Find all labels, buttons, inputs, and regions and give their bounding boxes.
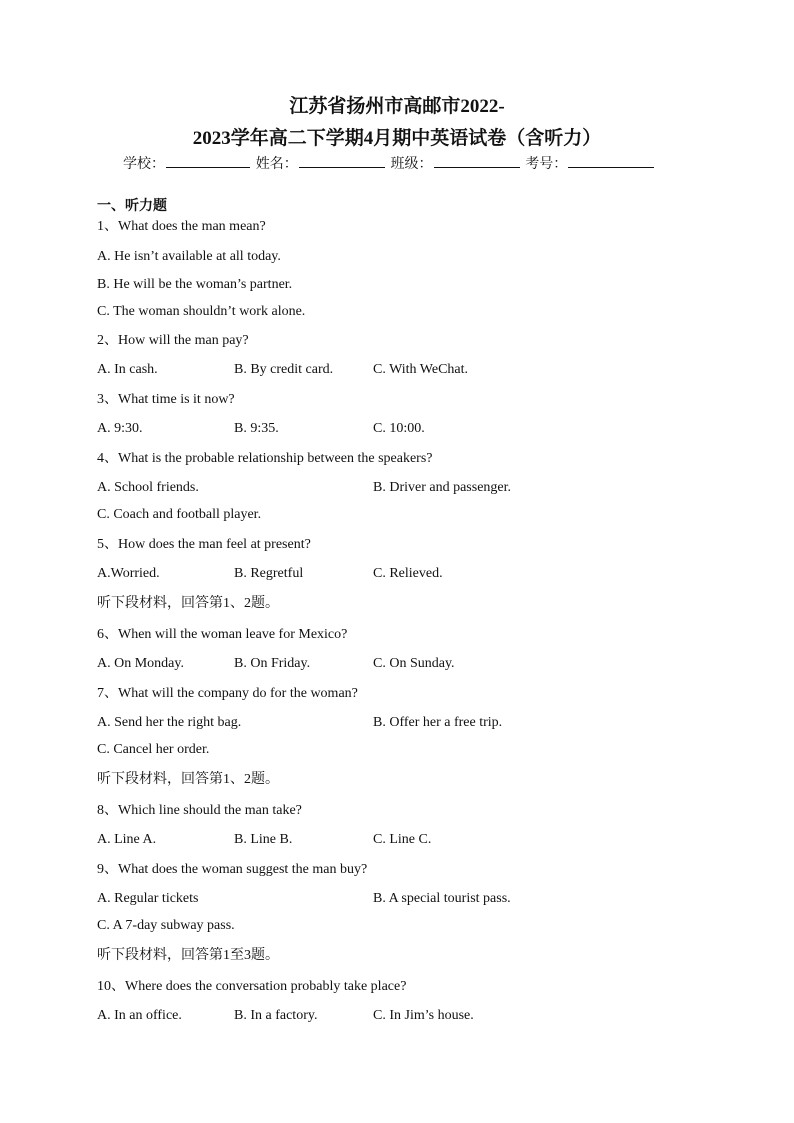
- q2-option-c: C. With WeChat.: [373, 362, 469, 377]
- question-2: 2、How will the man pay?: [97, 333, 249, 348]
- school-blank[interactable]: [166, 153, 250, 168]
- q4-option-a: A. School friends.: [97, 480, 199, 495]
- instruction-3: 听下段材料，回答第1至3题。: [97, 948, 279, 963]
- q6-option-b: B. On Friday.: [234, 656, 311, 671]
- q9-option-a: A. Regular tickets: [97, 891, 199, 906]
- q9-option-c: C. A 7-day subway pass.: [97, 918, 235, 933]
- q8-option-a: A. Line A.: [97, 832, 157, 847]
- question-4: 4、What is the probable relationship between the speakers?: [97, 451, 433, 466]
- school-label: 学校：: [123, 157, 165, 172]
- q8-option-b: B. Line B.: [234, 832, 293, 847]
- instruction-2: 听下段材料，回答第1、2题。: [97, 772, 279, 787]
- class-blank[interactable]: [434, 153, 520, 168]
- section-heading: 一、听力题: [97, 199, 167, 214]
- q7-option-a: A. Send her the right bag.: [97, 715, 242, 730]
- q10-option-b: B. In a factory.: [234, 1008, 318, 1023]
- q3-option-c: C. 10:00.: [373, 421, 425, 436]
- q5-option-c: C. Relieved.: [373, 566, 443, 581]
- q8-option-c: C. Line C.: [373, 832, 432, 847]
- q5-option-a: A.Worried.: [97, 566, 160, 581]
- question-8: 8、Which line should the man take?: [97, 803, 302, 818]
- number-label: 考号：: [525, 157, 568, 172]
- q4-option-c: C. Coach and football player.: [97, 507, 262, 522]
- q4-option-b: B. Driver and passenger.: [373, 480, 512, 495]
- student-info-row: [123, 153, 656, 175]
- q9-option-b: B. A special tourist pass.: [373, 891, 511, 906]
- instruction-1: 听下段材料，回答第1、2题。: [97, 596, 279, 611]
- q10-option-a: A. In an office.: [97, 1008, 182, 1023]
- q5-option-b: B. Regretful: [234, 566, 304, 581]
- question-7: 7、What will the company do for the woman?: [97, 686, 358, 701]
- class-label: 班级：: [390, 157, 433, 172]
- q6-option-a: A. On Monday.: [97, 656, 184, 671]
- q2-option-b: B. By credit card.: [234, 362, 334, 377]
- name-blank[interactable]: [299, 153, 385, 168]
- document-title-line2: 2023学年高二下学期4月期中英语试卷（含听力）: [192, 128, 602, 149]
- question-3: 3、What time is it now?: [97, 392, 235, 407]
- number-blank[interactable]: [568, 153, 654, 168]
- q6-option-c: C. On Sunday.: [373, 656, 455, 671]
- q10-option-c: C. In Jim’s house.: [373, 1008, 474, 1023]
- q1-option-c: C. The woman shouldn’t work alone.: [97, 304, 306, 319]
- q3-option-a: A. 9:30.: [97, 421, 143, 436]
- q1-option-a: A. He isn’t available at all today.: [97, 249, 281, 264]
- name-label: 姓名：: [255, 157, 298, 172]
- q3-option-b: B. 9:35.: [234, 421, 279, 436]
- question-6: 6、When will the woman leave for Mexico?: [97, 627, 348, 642]
- q1-option-b: B. He will be the woman’s partner.: [97, 277, 293, 292]
- q7-option-b: B. Offer her a free trip.: [373, 715, 503, 730]
- q7-option-c: C. Cancel her order.: [97, 742, 210, 757]
- q2-option-a: A. In cash.: [97, 362, 158, 377]
- question-5: 5、How does the man feel at present?: [97, 537, 311, 552]
- document-title-line1: 江苏省扬州市高邮市2022-: [289, 96, 505, 117]
- question-1: 1、What does the man mean?: [97, 219, 266, 234]
- question-9: 9、What does the woman suggest the man buy?: [97, 862, 368, 877]
- question-10: 10、Where does the conversation probably take place?: [97, 979, 407, 994]
